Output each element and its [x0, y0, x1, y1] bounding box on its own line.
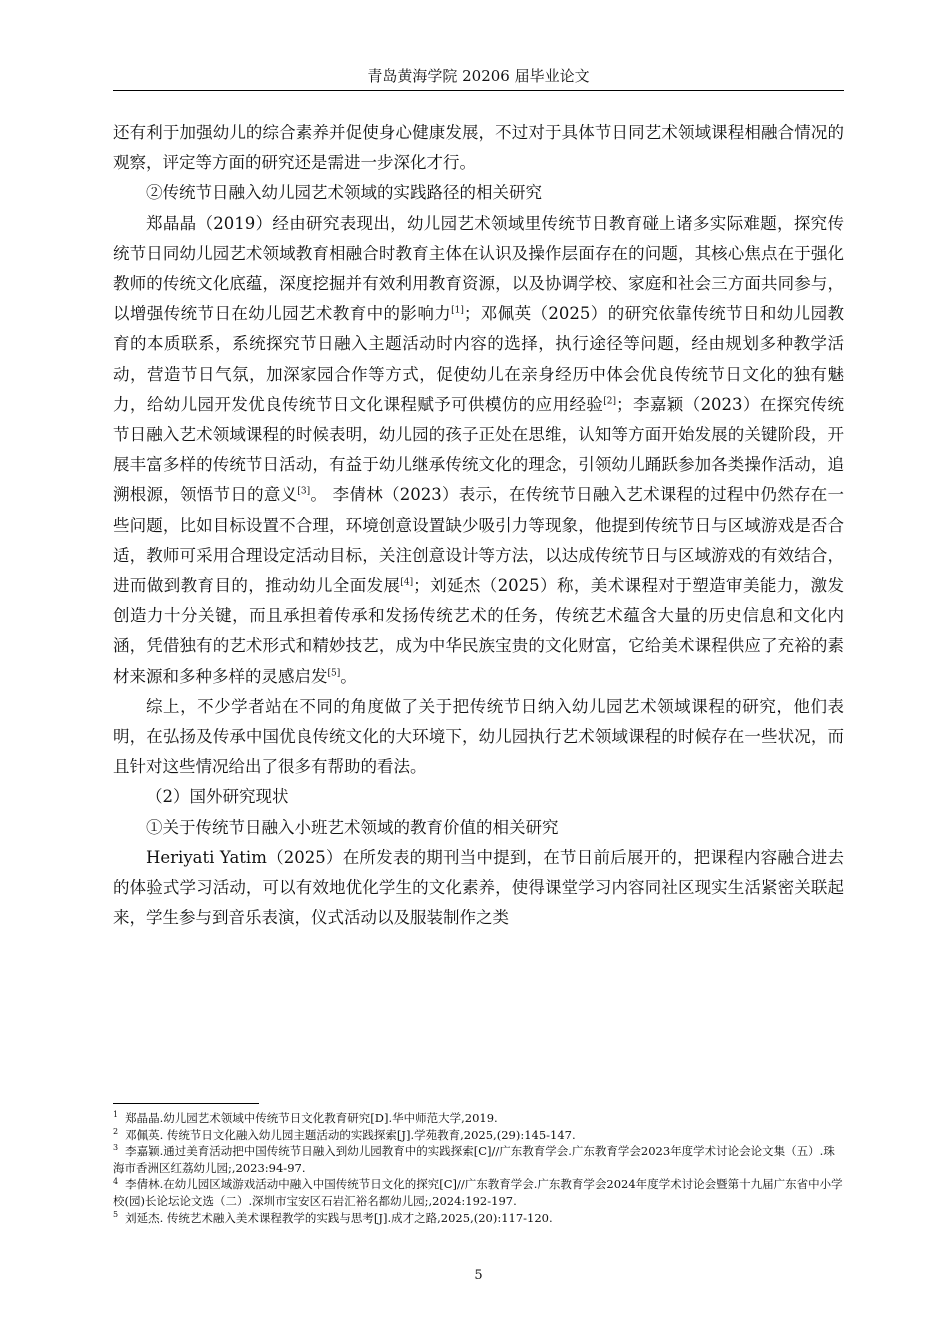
header-rule: [113, 90, 844, 91]
footnote-text: 刘延杰. 传统艺术融入美术课程教学的实践与思考[J].成才之路,2025,(20):117-120.: [125, 1210, 553, 1225]
text-run: ；刘延杰（2025）称，美术课程对于塑造审美能力，激发创造力十分关键，而且承担着传承和发扬传统艺术的任务，传统艺术蕴含大量的历史信息和文化内涵，凭借独有的艺术形式和精妙技艺，成为中华民族宝贵的文化财富，它给美术课程供应了充裕的素材来源和多种多样的灵感启发: [113, 576, 844, 686]
paragraph-foreign-research: Heriyati Yatim（2025）在所发表的期刊当中提到，在节日前后展开的，把课程内容融合进去的体验式学习活动，可以有效地优化学生的文化素养，使得课堂学习内容同社区现实生活紧密关联起来，学生参与到音乐表演，仪式活动以及服装制作之类: [113, 847, 844, 928]
citation-marker: [4]: [400, 577, 414, 588]
footnotes: [113, 1110, 844, 1226]
footnote-text: 邓佩英. 传统节日文化融入幼儿园主题活动的实践探索[J].学苑教育,2025,(29):145-147.: [125, 1127, 576, 1142]
footnote-rule: [113, 1103, 259, 1104]
body-text: [113, 118, 844, 933]
footnote-mark: 5: [113, 1209, 119, 1219]
footnote-text: 李嘉颖.通过美育活动把中国传统节日融入到幼儿园教育中的实践探索[C]//广东教育学会.广东教育学会2023年度学术讨论会论文集（五）.珠海市香洲区红荔幼儿园;,2023:94-97.: [113, 1144, 835, 1175]
text-run: ；李嘉颖（2023）在探究传统节日融入艺术领域课程的时候表明，幼儿园的孩子正处在思维，认知等方面开始发展的关键阶段，开展丰富多样的传统节日活动，有益于幼儿继承传统文化的理念，引领幼儿踊跃参加各类操作活动，追溯根源，领悟节日的意义: [113, 394, 844, 505]
footnote-mark: 1: [113, 1110, 119, 1120]
paragraph-summary: 综上，不少学者站在不同的角度做了关于把传统节日纳入幼儿园艺术领域课程的研究，他们表明，在弘扬及传承中国优良传统文化的大环境下，幼儿园执行艺术领域课程的时候存在一些状况，而且针对这些情况给出了很多有帮助的看法。: [113, 696, 844, 777]
footnote-text: 李倩林.在幼儿园区域游戏活动中融入中国传统节日文化的探究[C]//广东教育学会.广东教育学会2024年度学术讨论会暨第十九届广东省中小学校(园)长论坛论文选（二）.深圳市宝安区石岩汇裕名都幼儿园;,2024:192-197.: [113, 1177, 843, 1208]
text-run: 。 李倩林（2023）表示，在传统节日融入艺术课程的过程中仍然存在一些问题，比如目标设置不合理，环境创意设置缺少吸引力等现象，他提到传统节日与区域游戏是否合适，教师可采用合理设定活动目标，关注创意设计等方法，以达成传统节日与区域游戏的有效结合，进而做到教育目的，推动幼儿全面发展: [113, 485, 844, 596]
running-header: 青岛黄海学院 20206 届毕业论文: [367, 67, 590, 85]
footnote: [113, 1127, 844, 1144]
footnote-text: 郑晶晶.幼儿园艺术领域中传统节日文化教育研究[D].华中师范大学,2019.: [125, 1111, 498, 1125]
page-number: 5: [474, 1268, 483, 1283]
citation-marker: [3]: [297, 486, 311, 497]
paragraph-domestic-research: [113, 209, 844, 692]
text-run: ；邓佩英（2025）的研究依靠传统节日和幼儿园教育的本质联系，系统探究节日融入主题活动时内容的选择，执行途径等问题，经由规划多种教学活动，营造节日气氛，加深家园合作等方式，促使幼儿在亲身经历中体会优良传统节日文化的独有魅力，给幼儿园开发优良传统节日文化课程赋予可供模仿的应用经验: [113, 304, 844, 414]
citation-marker: [5]: [327, 668, 341, 679]
footnote: [113, 1110, 844, 1127]
footnote: [113, 1210, 844, 1227]
citation-marker: [2]: [603, 396, 617, 407]
footnote-mark: 3: [113, 1143, 119, 1153]
paragraph-continuation: 还有利于加强幼儿的综合素养并促使身心健康发展，不过对于具体节日同艺术领域课程相融合情况的观察，评定等方面的研究还是需进一步深化才行。: [113, 123, 844, 173]
subsection-heading: ①关于传统节日融入小班艺术领域的教育价值的相关研究: [146, 817, 559, 837]
citation-marker: [1]: [451, 305, 464, 316]
footnote: [113, 1143, 844, 1176]
footnote-mark: 2: [113, 1126, 119, 1136]
footnote: [113, 1176, 844, 1209]
text-run: 郑晶晶（2019）经由研究表现出，幼儿园艺术领域里传统节日教育碰上诸多实际难题，探究传统节日同幼儿园艺术领域教育相融合时教育主体在认识及操作层面存在的问题，其核心焦点在于强化教师的传统文化底蕴，深度挖掘并有效利用教育资源，以及协调学校、家庭和社会三方面共同参与，以增强传统节日在幼儿园艺术教育中的影响力: [113, 213, 844, 324]
subsection-heading: ②传统节日融入幼儿园艺术领域的实践路径的相关研究: [146, 183, 542, 203]
section-heading: （2）国外研究现状: [146, 787, 289, 807]
text-run: 。: [340, 666, 357, 686]
footnote-mark: 4: [113, 1176, 119, 1186]
